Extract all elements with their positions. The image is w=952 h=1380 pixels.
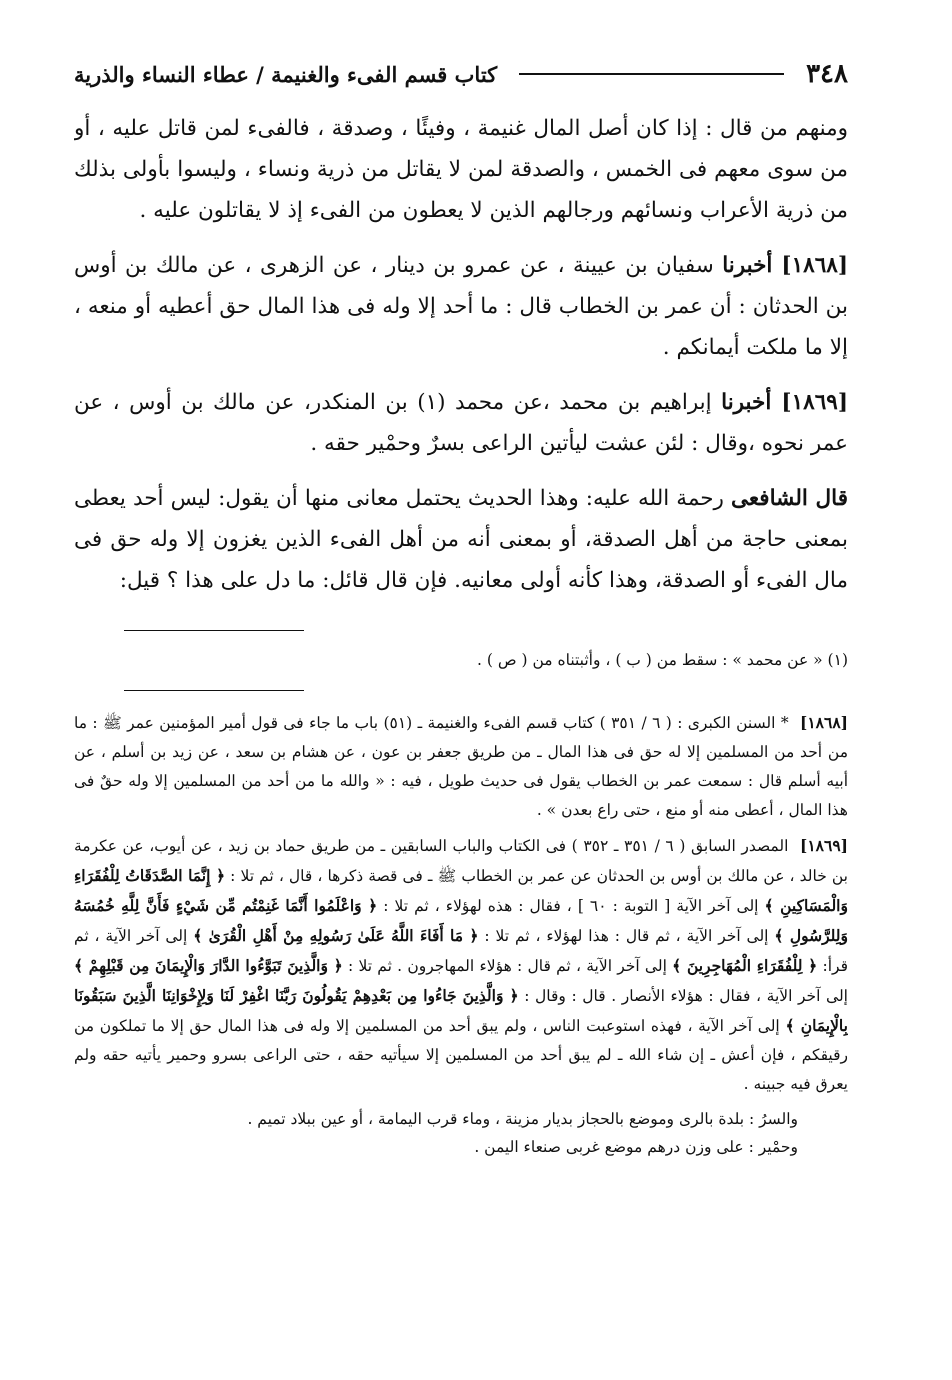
source-text: إلى آخر الآية ، فهذه استوعبت الناس ، ولم يبق أحد من المسلمين إلا وله فى هذا المال حق إلا ما تملكون من رقيقكم ، فإن أعش ـ إن شاء الله ـ لم يبق أحد من المسلمين إلا سيأتيه حقه ، حتى الراعى بسرو وحمير يأتيه حقه ولم يعرق فيه جبينه .: [74, 1017, 848, 1093]
hadith-number: [١٨٦٩] أخبرنا: [721, 390, 848, 415]
commentary-text: رحمة الله عليه: وهذا الحديث يحتمل معانى منها أن يقول: ليس أحد يعطى بمعنى حاجة من أهل الصدقة، أو بمعنى أنه من أهل الفىء الذين يغزون إلا وله حق فى مال الفىء أو الصدقة، وهذا كأنه أولى معانيه. فإن قال قائل: ما دل على هذا ؟ قيل:: [74, 486, 848, 593]
source-text: إلى آخر الآية [ التوبة : ٦٠ ] ، فقال : هذه لهؤلاء ، ثم تلا :: [383, 897, 759, 915]
source-notes: [74, 708, 848, 1268]
hadith-1869: [74, 382, 848, 464]
footnote: (١) « عن محمد » : سقط من ( ب ) ، وأثبتناه من ( ص ) .: [476, 651, 848, 669]
paragraph: [74, 108, 848, 231]
page-header: [74, 52, 848, 96]
source-text: إلى آخر الآية ، ثم قرأ:: [74, 927, 848, 975]
source-text: * السنن الكبرى : ( ٦ / ٣٥١ ) كتاب قسم الفىء والغنيمة ـ (٥١) باب ما جاء فى قول أمير المؤمنين عمر ﷺ : ما من أحد من المسلمين إلا له حق فى هذا المال ـ من طريق جعفر بن عون ، عن هشام بن سعد ، عن زيد بن أسلم ، عن أبيه أسلم قال : سمعت عمر بن الخطاب يقول فى حديث طويل ، فيه : « والله ما من أحد من المسلمين إلا وله حقٌ فى هذا المال ، أعطى منه أو منع ، حتى راع بعدن » .: [74, 714, 848, 819]
footnote-rule: [124, 630, 304, 631]
source-number: [١٨٦٨]: [800, 713, 848, 732]
running-title: كتاب قسم الفىء والغنيمة / عطاء النساء والذرية: [74, 61, 498, 87]
paragraph-text: ومنهم من قال : إذا كان أصل المال غنيمة ، وفيئًا ، وصدقة ، فالفىء لمن قاتل عليه ، أو من سوى معهم فى الخمس ، والصدقة لمن لا يقاتل من ذرية ونساء ، وليسوا بأولى بذلك من ذرية الأعراب ونسائهم ورجالهم الذين لا يعطون من الفىء إذ لا يقاتلون عليه .: [74, 116, 848, 223]
quran-quote: ﴿ إِنَّمَا الصَّدَقَاتُ لِلْفُقَرَاءِ وَالْمَسَاكِينِ ﴾: [74, 866, 848, 915]
source-text: إلى آخر الآية ، ثم قال : هؤلاء المهاجرون . ثم تلا :: [348, 957, 667, 975]
source-note-1868: [74, 708, 848, 825]
hadith-text: سفيان بن عيينة ، عن عمرو بن دينار ، عن الزهرى ، عن مالك بن أوس بن الحدثان : أن عمر بن الخطاب قال : ما أحد إلا وله فى هذا المال حق أعطيه أو منعه ، إلا ما ملكت أيمانكم .: [74, 253, 848, 360]
quran-quote: ﴿ وَالَّذِينَ جَاءُوا مِن بَعْدِهِمْ يَقُولُونَ رَبَّنَا اغْفِرْ لَنَا وَلِإِخْوَانِنَا الَّذِينَ سَبَقُونَا بِالْإِيمَانِ ﴾: [74, 986, 848, 1035]
speaker: قال الشافعى: [731, 486, 848, 511]
gloss-himyar: وحمْير : على وزن درهم موضع غربى صنعاء اليمن .: [474, 1138, 798, 1156]
source-text: إلى آخر الآية ، فقال : هؤلاء الأنصار . قال : وقال :: [524, 987, 848, 1005]
source-text: المصدر السابق ( ٦ / ٣٥١ ـ ٣٥٢ ) فى الكتاب والباب السابقين ـ من طريق حماد بن زيد ، عن أيوب، عن عكرمة بن خالد ، عن مالك بن أوس بن الحدثان عن عمر بن الخطاب ﷺ ـ فى قصة ذكرها ، قال ، ثم تلا :: [74, 837, 848, 885]
shafii-commentary: [74, 478, 848, 601]
hadith-number: [١٨٦٨] أخبرنا: [722, 253, 848, 278]
main-text: [74, 108, 848, 618]
source-text: إلى آخر الآية ، ثم قال : هذا لهؤلاء ، ثم تلا :: [484, 927, 769, 945]
sources-rule: [124, 690, 304, 691]
quran-quote: ﴿ وَالَّذِينَ تَبَوَّءُوا الدَّارَ وَالْإِيمَانَ مِن قَبْلِهِمْ ﴾: [74, 956, 343, 975]
page-number: ٣٤٨: [806, 59, 848, 89]
quran-quote: ﴿ مَا أَفَاءَ اللَّهُ عَلَىٰ رَسُولِهِ مِنْ أَهْلِ الْقُرَىٰ ﴾: [193, 926, 479, 945]
gloss-sarw: والسرُ : بلدة بالرى وموضع بالحجاز بديار مزينة ، وماء قرب اليمامة ، أو عين ببلاد تميم .: [247, 1110, 798, 1128]
quran-quote: ﴿ وَاعْلَمُوا أَنَّمَا غَنِمْتُم مِّن شَيْءٍ فَأَنَّ لِلَّهِ خُمُسَهُ وَلِلرَّسُولِ ﴾: [74, 896, 848, 945]
quran-quote: ﴿ لِلْفُقَرَاءِ الْمُهَاجِرِينَ ﴾: [672, 956, 818, 975]
source-number: [١٨٦٩]: [800, 836, 848, 855]
header-rule: [519, 73, 784, 75]
hadith-text: إبراهيم بن محمد ،عن محمد (١) بن المنكدر، عن مالك بن أوس ، عن عمر نحوه ،وقال : لئن عشت ليأتين الراعى بسرٌ وحمْير حقه .: [74, 390, 848, 456]
source-note-1869: [74, 831, 848, 1099]
hadith-1868: [74, 245, 848, 368]
